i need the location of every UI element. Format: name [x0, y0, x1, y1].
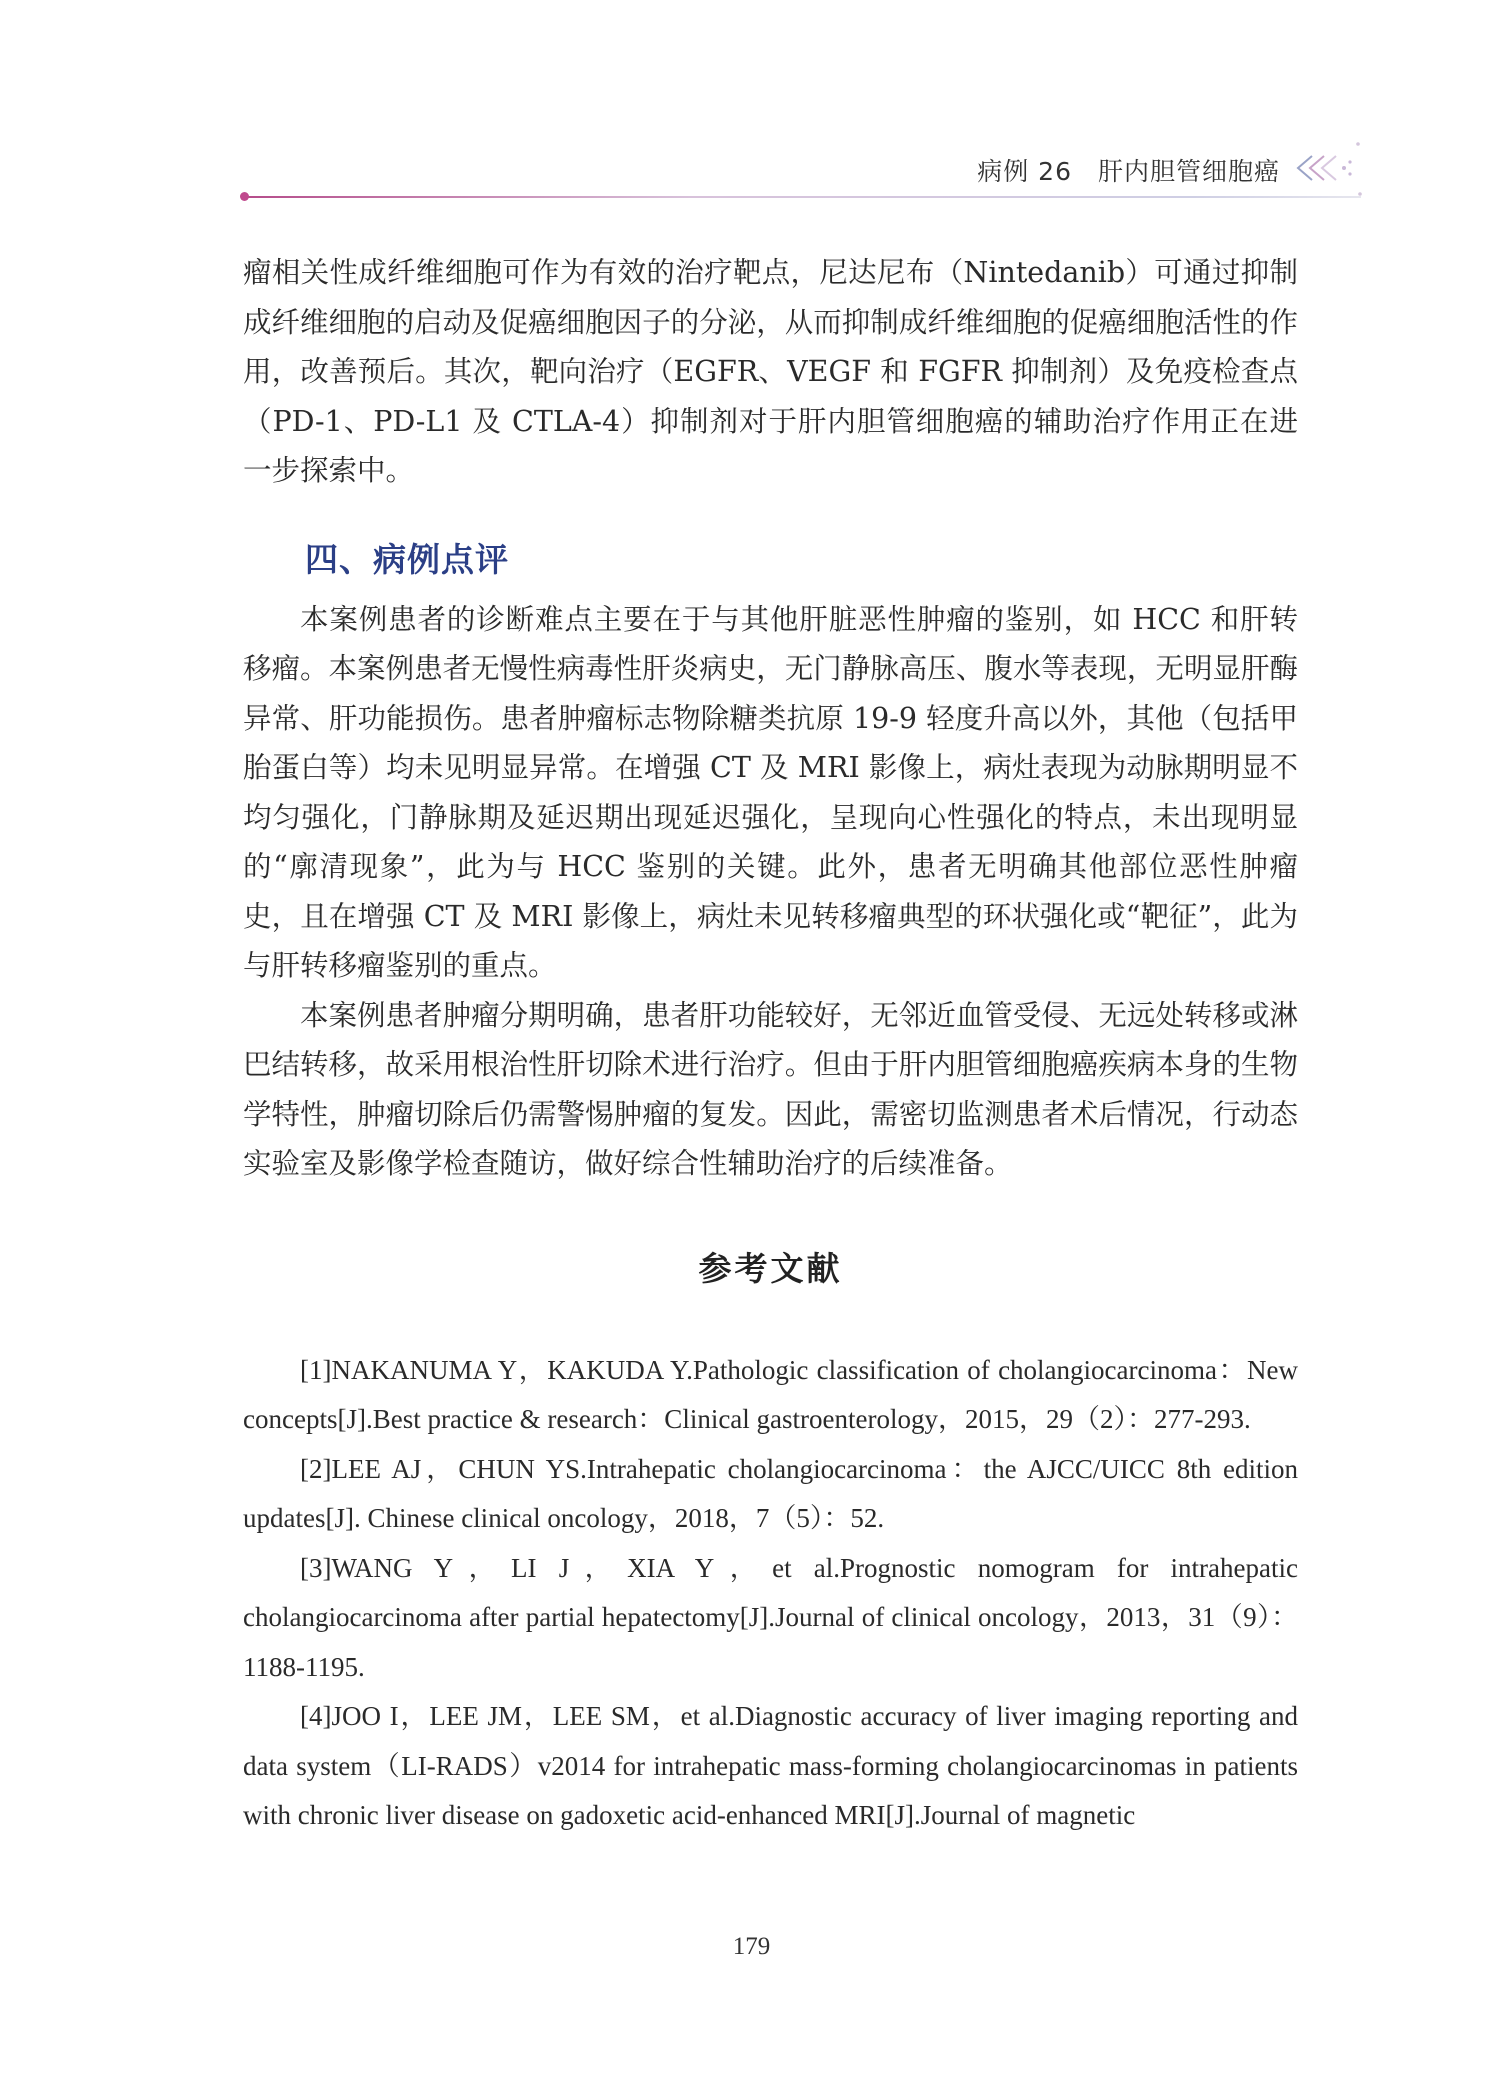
- reference-item: [2]LEE AJ，CHUN YS.Intrahepatic cholangiocarcinoma：the AJCC/UICC 8th edition updates[J]. Chinese clinical oncology，2018，7（5）：52.: [243, 1453, 1298, 1533]
- references-heading: 参考文献: [698, 1248, 843, 1288]
- body-paragraph: 瘤相关性成纤维细胞可作为有效的治疗靶点，尼达尼布（Nintedanib）可通过抑制成纤维细胞的启动及促癌细胞因子的分泌，从而抑制成纤维细胞的促癌细胞活性的作用，改善预后。其次，靶向治疗（EGFR、VEGF 和 FGFR 抑制剂）及免疫检查点（PD-1、PD-L1 及 CTLA-4）抑制剂对于肝内胆管细胞癌的辅助治疗作用正在进一步探索中。: [243, 256, 1298, 487]
- header-rule: [243, 196, 1361, 198]
- header-chapter-title: 肝内胆管细胞癌: [1097, 157, 1280, 186]
- section-heading: 四、病例点评: [305, 539, 509, 579]
- header-title: [977, 152, 1280, 188]
- reference-item: [4]JOO I，LEE JM，LEE SM，et al.Diagnostic accuracy of liver imaging reporting and data system（LI-RADS）v2014 for intrahepatic mass-forming cholangiocarcinomas in patients with chronic liver disease on gadoxetic acid-enhanced MRI[J].Journal of magnetic: [243, 1701, 1298, 1830]
- header-case-label: 病例 26: [977, 157, 1072, 186]
- reference-item: [1]NAKANUMA Y，KAKUDA Y.Pathologic classification of cholangiocarcinoma：New concepts[J].Best practice & research：Clinical gastroenterology，2015，29（2）：277-293.: [243, 1354, 1298, 1434]
- body-paragraph: 本案例患者的诊断难点主要在于与其他肝脏恶性肿瘤的鉴别，如 HCC 和肝转移瘤。本案例患者无慢性病毒性肝炎病史，无门静脉高压、腹水等表现，无明显肝酶异常、肝功能损伤。患者肿瘤标志物除糖类抗原 19-9 轻度升高以外，其他（包括甲胎蛋白等）均未见明显异常。在增强 CT 及 MRI 影像上，病灶表现为动脉期明显不均匀强化，门静脉期及延迟期出现延迟强化，呈现向心性强化的特点，未出现明显的“廓清现象”，此为与 HCC 鉴别的关键。此外，患者无明确其他部位恶性肿瘤史，且在增强 CT 及 MRI 影像上，病灶未见转移瘤典型的环状强化或“靶征”，此为与肝转移瘤鉴别的重点。: [243, 602, 1298, 982]
- page-content: [243, 248, 1298, 1841]
- header-rule-dot: [240, 192, 249, 201]
- reference-item: [3]WANG Y，LI J，XIA Y，et al.Prognostic nomogram for intrahepatic cholangiocarcinoma after partial hepatectomy[J].Journal of clinical oncology，2013，31（9）：1188-1195.: [243, 1552, 1298, 1682]
- page-number: 179: [732, 1933, 771, 1960]
- body-paragraph: 本案例患者肿瘤分期明确，患者肝功能较好，无邻近血管受侵、无远处转移或淋巴结转移，故采用根治性肝切除术进行治疗。但由于肝内胆管细胞癌疾病本身的生物学特性，肿瘤切除后仍需警惕肿瘤的复发。因此，需密切监测患者术后情况，行动态实验室及影像学检查随访，做好综合性辅助治疗的后续准备。: [243, 998, 1298, 1180]
- running-header: [243, 140, 1368, 210]
